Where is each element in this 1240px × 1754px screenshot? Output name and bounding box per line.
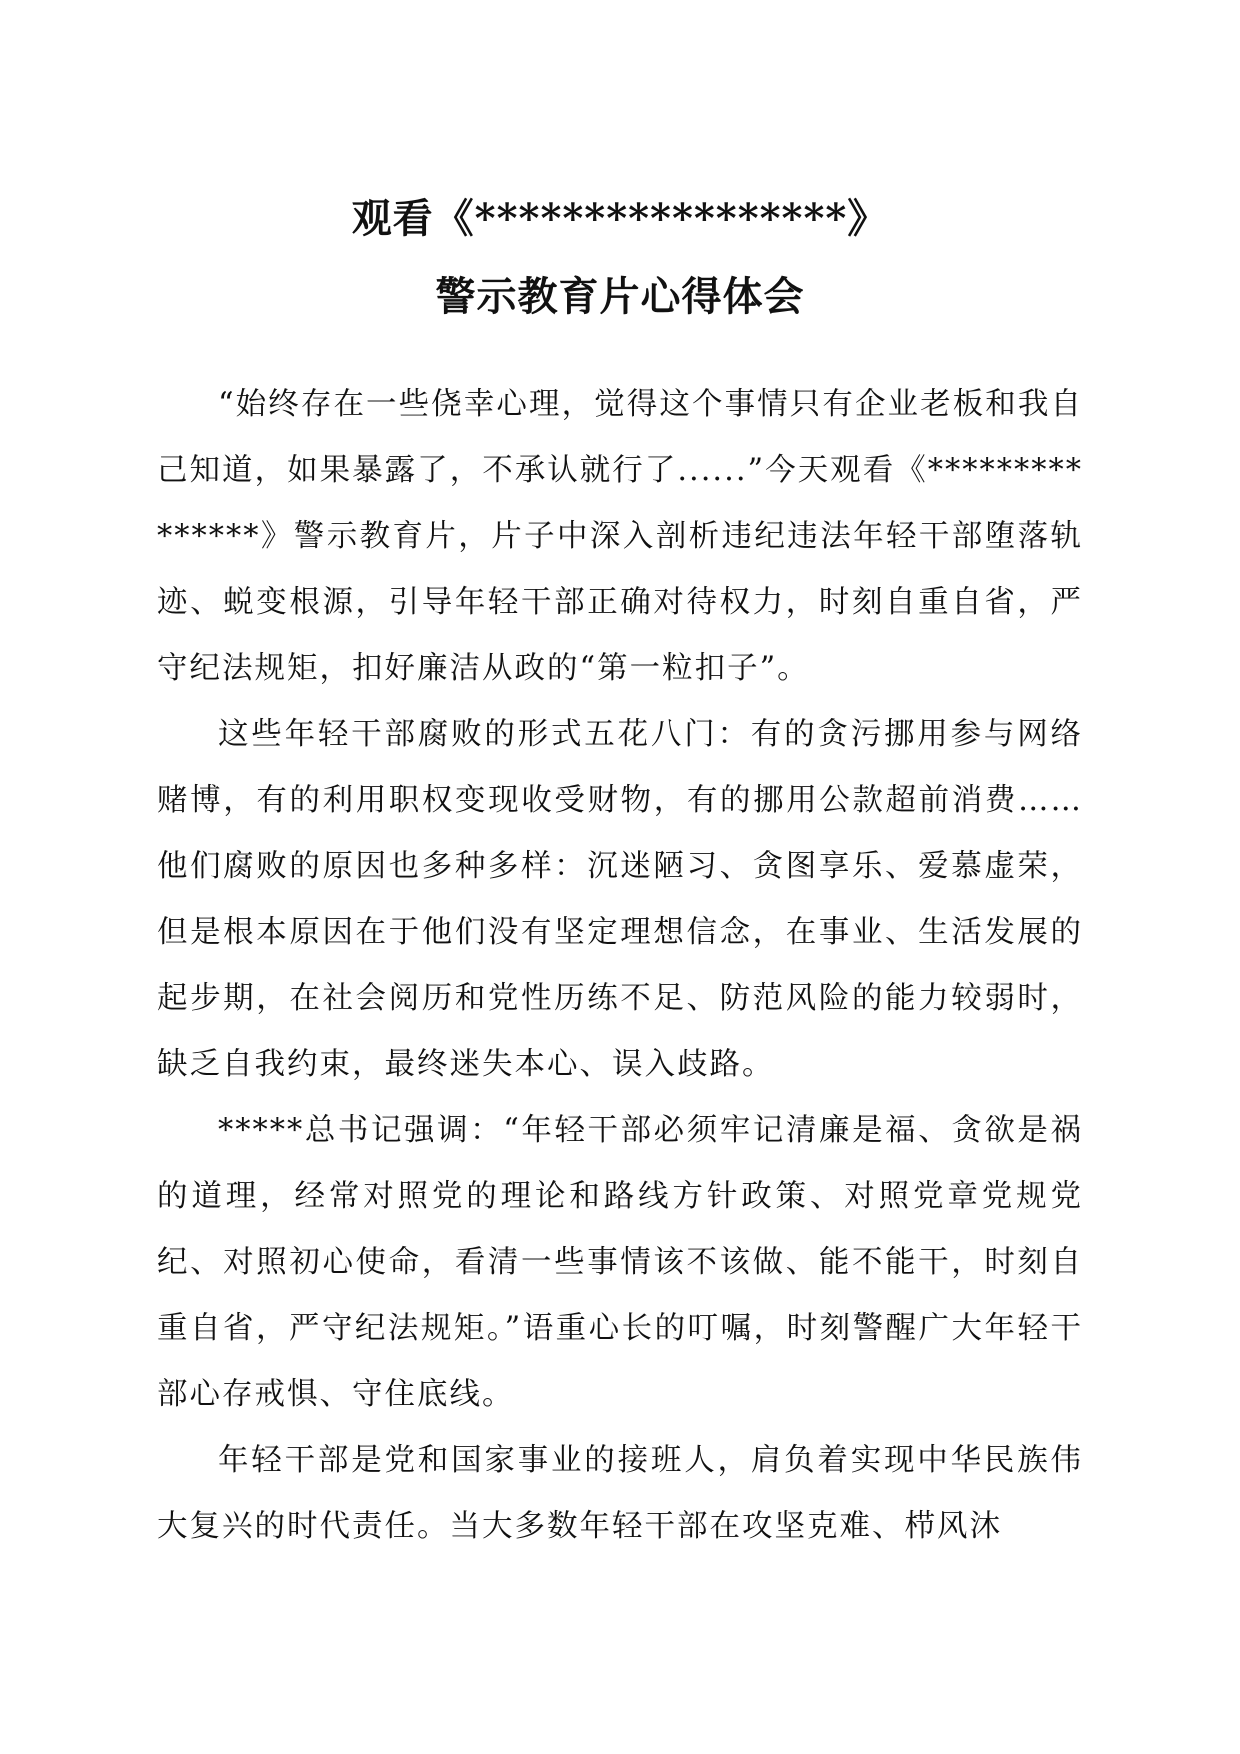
title-line-1: 观看《*****************》 xyxy=(351,195,889,242)
paragraph-4: 年轻干部是党和国家事业的接班人，肩负着实现中华民族伟大复兴的时代责任。当大多数年轻干部在攻坚克难、栉风沐 xyxy=(157,1443,1083,1544)
paragraph-3: *****总书记强调：“年轻干部必须牢记清廉是福、贪欲是祸的道理，经常对照党的理论和路线方针政策、对照党章党规党纪、对照初心使命，看清一些事情该不该做、能不能干，时刻自重自省，严守纪法规矩。”语重心长的叮嘱，时刻警醒广大年轻干部心存戒惧、守住底线。 xyxy=(157,1113,1083,1412)
document-body xyxy=(157,372,1083,1560)
paragraph-2: 这些年轻干部腐败的形式五花八门：有的贪污挪用参与网络赌博，有的利用职权变现收受财物，有的挪用公款超前消费……他们腐败的原因也多种多样：沉迷陋习、贪图享乐、爱慕虚荣，但是根本原因在于他们没有坚定理想信念，在事业、生活发展的起步期，在社会阅历和党性历练不足、防范风险的能力较弱时，缺乏自我约束，最终迷失本心、误入歧路。 xyxy=(157,717,1083,1082)
paragraph-1: “始终存在一些侥幸心理，觉得这个事情只有企业老板和我自己知道，如果暴露了，不承认就行了......”今天观看《***************》警示教育片，片子中深入剖析违纪违法年轻干部堕落轨迹、蜕变根源，引导年轻干部正确对待权力，时刻自重自省，严守纪法规矩，扣好廉洁从政的“第一粒扣子”。 xyxy=(157,387,1083,686)
document-title xyxy=(0,180,1240,336)
title-line-2: 警示教育片心得体会 xyxy=(435,273,805,320)
